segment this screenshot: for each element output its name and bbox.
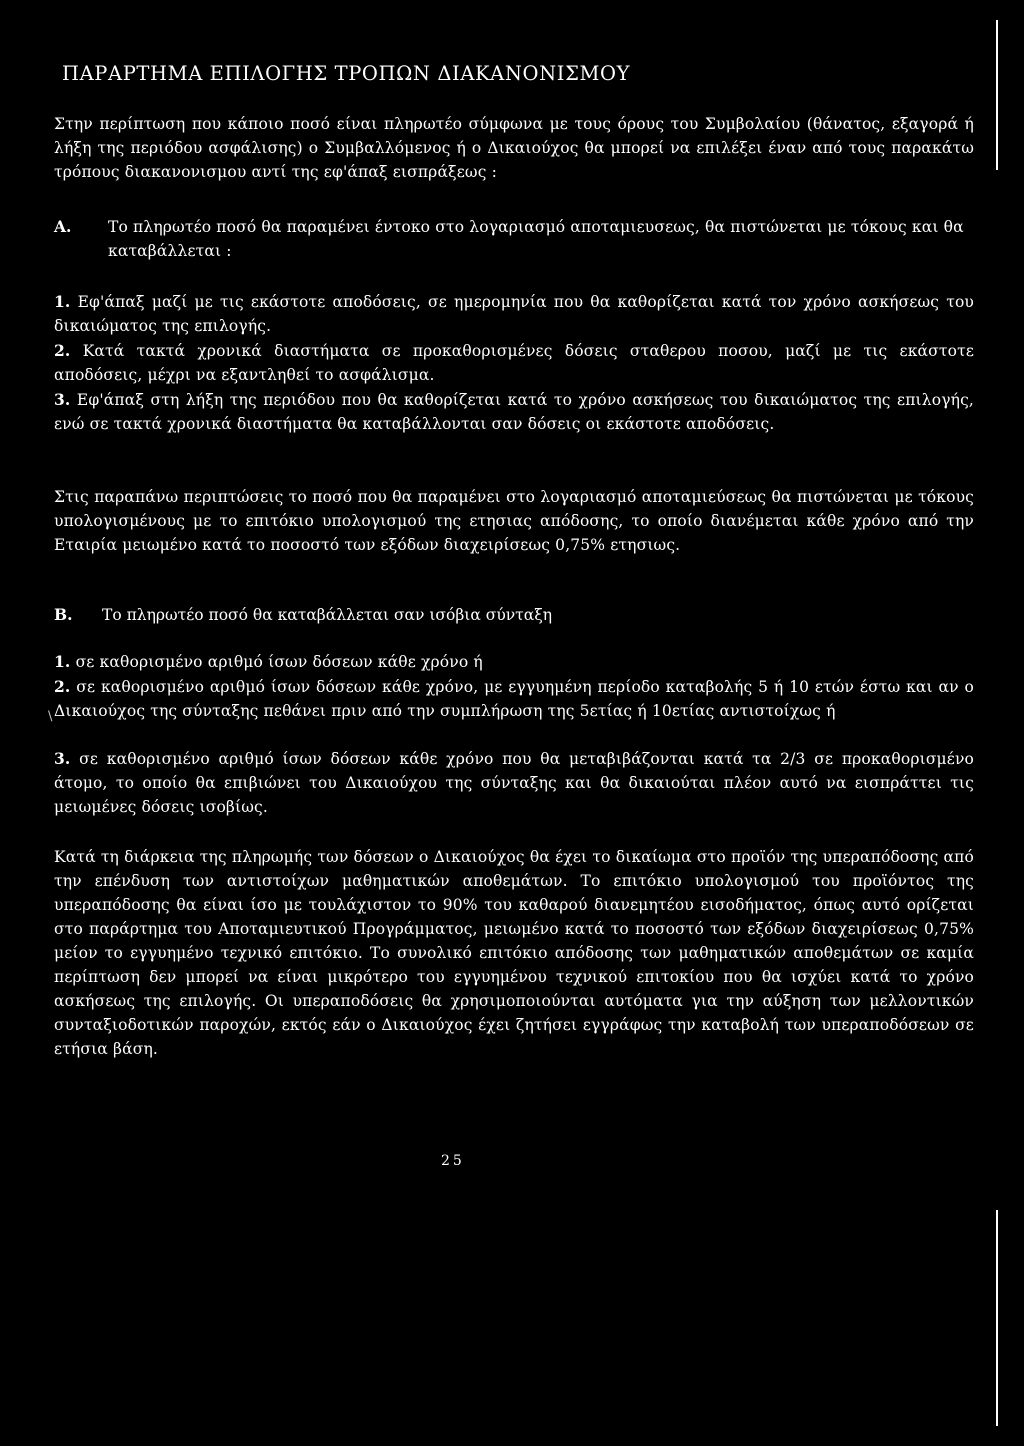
list-item bbox=[54, 675, 974, 723]
intro-paragraph: Στην περίπτωση που κάποιο ποσό είναι πληρωτέο σύμφωνα με τους όρους του Συμβολαίου (θάνατος, εξαγορά ή λήξη της περιόδου ασφάλισης) ο Συμβαλλόμενος ή ο Δικαιούχος θα μπορεί να επιλέξει έναν από τους παρακάτω τρόπους διακανονισμου αντί της εφ'άπαξ εισπράξεως : bbox=[54, 115, 974, 181]
scan-edge-line bbox=[996, 1210, 998, 1426]
list-item-number: 2. bbox=[54, 341, 71, 360]
list-item-text: σε καθορισμένο αριθμό ίσων δόσεων κάθε χρόνο που θα μεταβιβάζονται κατά τα 2/3 σε προκαθορισμένο άτομο, το οποίο θα επιβιώνει του Δικαιούχου της σύνταξης και θα δικαιούται πλέον αυτό να εισπράττει τις μειωμένες δόσεις ισοβίως. bbox=[54, 750, 975, 816]
list-item-number: 3. bbox=[54, 749, 71, 768]
list-item bbox=[54, 747, 974, 819]
page-number: 25 bbox=[441, 1153, 465, 1169]
section-a-note: Στις παραπάνω περιπτώσεις το ποσό που θα παραμένει στο λογαριασμό αποταμιεύσεως θα πιστώνεται με τόκους υπολογισμένους με το επιτόκιο υπολογισμού της ετησιας απόδοσης, το οποίο διανέμεται κάθε χρόνο από την Εταιρία μειωμένο κατά το ποσοστό των εξόδων διαχειρίσεως 0,75% ετησιως. bbox=[54, 488, 974, 554]
section-b-marker: Β. bbox=[54, 605, 73, 624]
section-a-text: Το πληρωτέο ποσό θα παραμένει έντοκο στο λογαριασμό αποταμιευσεως, θα πιστώνεται με τόκους και θα καταβάλλεται : bbox=[108, 218, 964, 260]
section-b-text: Το πληρωτέο ποσό θα καταβάλλεται σαν ισόβια σύνταξη bbox=[102, 606, 553, 624]
list-item-number: 1. bbox=[54, 652, 71, 671]
closing-paragraph: Κατά τη διάρκεια της πληρωμής των δόσεων ο Δικαιούχος θα έχει το δικαίωμα στο προϊόν της υπεραπόδοσης από την επένδυση των αντιστοίχων μαθηματικών αποθεμάτων. Το επιτόκιο υπολογισμού του προϊόντος της υπεραπόδοσης θα είναι ίσο με τουλάχιστον το 90% του καθαρού διανεμητέου εισοδήματος, όπως αυτό ορίζεται στο παράρτημα του Αποταμιευτικού Προγράμματος, μειωμένο κατά το ποσοστό των εξόδων διαχειρίσεως 0,75% μείον το εγγυημένο τεχνικό επιτόκιο. Το συνολικό επιτόκιο απόδοσης των μαθηματικών αποθεμάτων σε καμία περίπτωση δεν μπορεί να είναι μικρότερο του εγγυημένου τεχνικού επιτοκίου που θα ισχύει κατά το χρόνο ασκήσεως της επιλογής. Οι υπεραποδόσεις θα χρησιμοποιούνται αυτόματα για την αύξηση των μελλοντικών συνταξιοδοτικών παροχών, εκτός εάν ο Δικαιούχος έχει ζητήσει εγγράφως την καταβολή των υπεραποδόσεων σε ετήσια βάση. bbox=[54, 848, 974, 1058]
list-item bbox=[54, 339, 974, 387]
list-item-number: 3. bbox=[54, 390, 71, 409]
list-item bbox=[54, 388, 974, 436]
list-item-text: σε καθορισμένο αριθμό ίσων δόσεων κάθε χρόνο, με εγγυημένη περίοδο καταβολής 5 ή 10 ετών έστω και αν ο Δικαιούχος της σύνταξης πεθάνει πριν από την συμπλήρωση της 5ετίας ή 10ετίας αντιστοίχως ή bbox=[54, 678, 974, 720]
list-item-text: Εφ'άπαξ μαζί με τις εκάστοτε αποδόσεις, σε ημερομηνία που θα καθορίζεται κατά τον χρόνο ασκήσεως του δικαιώματος της επιλογής. bbox=[54, 293, 975, 335]
list-item-text: σε καθορισμένο αριθμό ίσων δόσεων κάθε χρόνο ή bbox=[75, 653, 483, 671]
list-item-text: Κατά τακτά χρονικά διαστήματα σε προκαθορισμένες δόσεις σταθερου ποσου, μαζί με τις εκάστοτε αποδόσεις, μέχρι να εξαντληθεί το ασφάλισμα. bbox=[54, 342, 975, 384]
list-item bbox=[54, 650, 974, 674]
list-item-number: 1. bbox=[54, 292, 71, 311]
page-title: ΠΑΡΑΡΤΗΜΑ ΕΠΙΛΟΓΗΣ ΤΡΟΠΩΝ ΔΙΑΚΑΝΟΝΙΣΜΟΥ bbox=[62, 62, 631, 85]
list-item bbox=[54, 290, 974, 338]
list-item-text: Εφ'άπαξ στη λήξη της περιόδου που θα καθορίζεται κατά το χρόνο ασκήσεως του δικαιώματος της επιλογής, ενώ σε τακτά χρονικά διαστήματα θα καταβάλλονται σαν δόσεις οι εκάστοτε αποδόσεις. bbox=[54, 391, 974, 433]
scan-mark: \ bbox=[48, 709, 53, 724]
list-item-number: 2. bbox=[54, 677, 71, 696]
section-a-marker: Α. bbox=[54, 217, 72, 236]
scan-edge-line bbox=[996, 20, 998, 170]
